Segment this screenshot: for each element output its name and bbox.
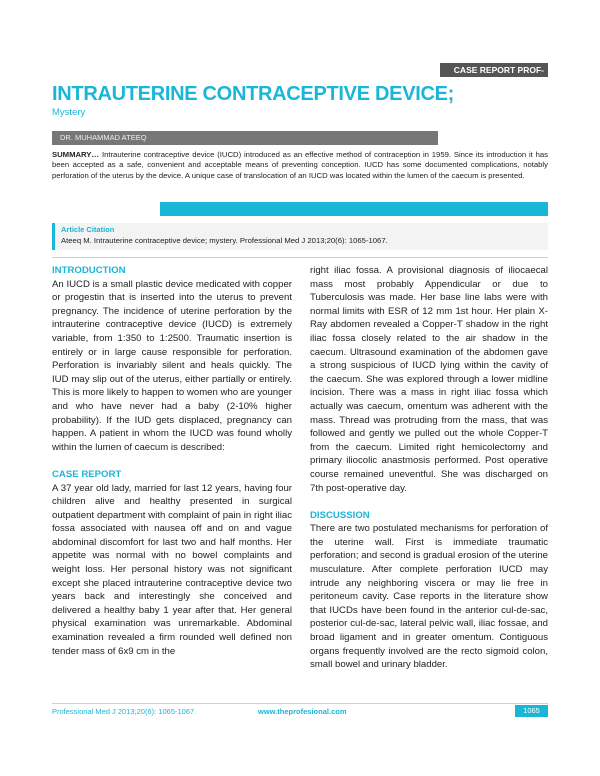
summary-text: Intrauterine contraceptive device (IUCD) introduced as an effective method of contraception in 1959. Since its introduction it has been accepted as a safe, convenient and acceptable means of preventing conception. IUCD has some documented complications, notably perforation of the uterus by the device. A unique case of translocation of an IUCD was located within the lumen of the caecum is presented. — [52, 150, 548, 180]
article-subtitle: Mystery — [52, 107, 86, 118]
author-bar — [52, 131, 438, 145]
case-report-heading: CASE REPORT — [52, 468, 122, 480]
case-report-text: A 37 year old lady, married for last 12 years, having four children alive and healthy presented in surgical outpatient department with complaint of pain in right iliac fossa associated with nausea off and on and vague abdominal discomfort for last two and half months. Her appetite was normal with no bowel complaints and weight loss. Her personal history was not significant except she placed intrauterine contraceptive device two years back and interestingly she conceived and delivered a healthy baby 1 year after that. Her general physical examination was unremarkable. Abdominal examination revealed a firm rounded well defined non tender mass of 6x9 cm in the — [52, 482, 292, 657]
case-report-continued-text: right iliac fossa. A provisional diagnosis of iliocaecal mass most probably Appendicular or due to Tuberculosis was made. Her base line labs were with normal limits with ESR of 12 mm 1st hour. Her plain X-Ray abdomen revealed a Copper-T shadow in the right iliac fossa closely related to the air shadow in the caecum. Ultrasound examination of the abdomen gave a strong suspicious of IUCD lying within the cavity of the caecum. She was explored through a lower midline incision. There was a mass in right iliac fossa which actually was caecum, omentum was adherent with the mass. Thread was protruding from the mass, that was followed and gently we pulled out the whole Copper-T from the caecum. Limited right hemicolectomy and primary iliocolic anastmosis performed. Post operative course remained uneventful. She was discharged on 7th post-operative day. — [310, 265, 548, 494]
introduction-heading: INTRODUCTION — [52, 265, 126, 276]
citation-box — [52, 223, 548, 250]
citation-heading: Article Citation — [61, 225, 115, 234]
introduction-text: An IUCD is a small plastic device medicated with copper or progestin that is inserted into the uterus to prevent pregnancy. The incidence of uterine perforation by the intrauterine contraceptive device (IUCD) is extremely variable, from 1:350 to 1:2500. Traumatic insertion is entirely or in large cause responsible for perforation. Perforation is invariably silent and heals quickly. The IUD may slip out of the uterus, either partially or entirely. This is more likely to happen to women who are younger and who have never had a baby (2-10% higher probability). If the IUD gets displaced, pregnancy can happen. A patient in whom the IUCD was found wholly within the lumen of caecum is described: — [52, 278, 292, 453]
footer-divider — [52, 703, 548, 704]
article-title: INTRAUTERINE CONTRACEPTIVE DEVICE; — [52, 83, 455, 105]
left-column — [52, 264, 292, 658]
decorative-bar — [160, 202, 548, 216]
footer-website-link[interactable]: www.theprofesional.com — [258, 707, 347, 716]
footer-journal: Professional Med J 2013;20(6): 1065-1067. — [52, 707, 197, 716]
summary — [52, 150, 548, 181]
author-name: DR. MUHAMMAD ATEEQ — [60, 133, 147, 142]
divider — [52, 257, 548, 258]
discussion-text: There are two postulated mechanisms for perforation of the uterine wall. First is immediate traumatic perforation; and second is gradual erosion of the uterine musculature. After complete perforation IUCD may intrude any neighboring viscera or may lie free in peritoneum cavity. Case reports in the literature show that IUCDs have been found in the anterior cul-de-sac, posterior cul-de-sac, lateral pelvic wall, iliac fossae, and broad ligament and in greater omentum. Contiguous organs frequently involved are the recto sigmoid colon, small bowel and urinary bladder. — [310, 523, 548, 671]
summary-label: SUMMARY… — [52, 150, 100, 159]
right-column — [310, 264, 548, 672]
article-type-badge: CASE REPORT PROF-2285 — [440, 63, 548, 77]
page-number: 1065 — [515, 705, 548, 717]
discussion-heading: DISCUSSION — [310, 509, 370, 521]
citation-text: Ateeq M. Intrauterine contraceptive device; mystery. Professional Med J 2013;20(6): 1065-1067. — [61, 236, 388, 245]
